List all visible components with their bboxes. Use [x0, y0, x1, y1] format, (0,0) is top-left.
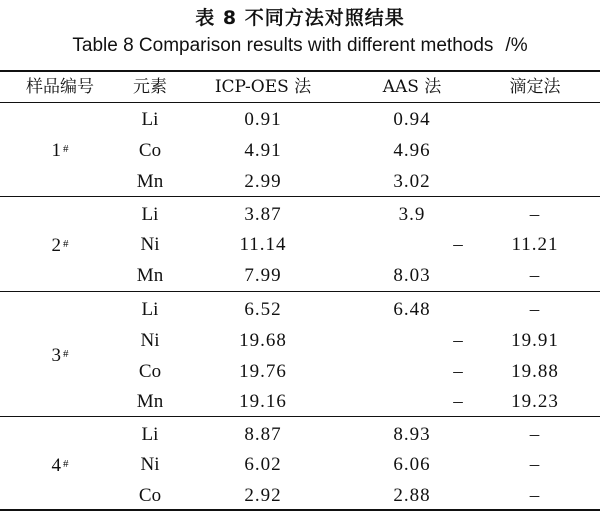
titration-value: – [529, 454, 541, 475]
element-cell: Co [138, 140, 162, 161]
aas-value: 4.96 [393, 140, 431, 161]
aas-value: 6.48 [393, 299, 431, 320]
top-rule [0, 70, 600, 72]
element-cell: Li [141, 204, 159, 225]
sample-mark: # [63, 143, 69, 155]
aas-value: 8.93 [393, 424, 431, 445]
element-cell: Ni [140, 330, 160, 351]
table-unit: /% [505, 35, 528, 56]
sample-number: 4 [51, 454, 61, 476]
header-cell: ICP-OES 法 [214, 77, 312, 97]
element-cell: Co [138, 361, 162, 382]
element-cell: Li [141, 109, 159, 130]
sample-label [52, 345, 69, 367]
icp-value: 8.87 [244, 424, 282, 445]
header-cell: 元素 [133, 77, 167, 97]
sample-mark: # [63, 457, 69, 470]
element-cell: Ni [140, 234, 160, 255]
group-rule-2 [0, 291, 600, 292]
titration-value: – [529, 299, 541, 320]
element-cell: Mn [136, 265, 164, 286]
icp-value: 11.14 [239, 234, 287, 255]
sample-number: 3 [51, 345, 61, 366]
aas-value: 8.03 [393, 265, 431, 286]
icp-value: 3.87 [244, 204, 282, 225]
aas-dash: – [453, 361, 463, 382]
titration-value: – [529, 485, 541, 506]
icp-value: 19.68 [239, 330, 287, 351]
aas-value: 0.94 [393, 109, 431, 130]
icp-value: 7.99 [244, 265, 282, 286]
icp-value: 2.99 [244, 171, 282, 192]
bottom-rule [0, 509, 600, 511]
titration-value: 19.88 [511, 361, 559, 382]
element-cell: Li [141, 299, 159, 320]
group-rule-1 [0, 196, 600, 197]
sample-number: 1 [51, 140, 61, 161]
element-cell: Mn [136, 171, 164, 192]
aas-dash: – [453, 391, 463, 412]
aas-value: 2.88 [393, 485, 431, 506]
icp-value: 19.76 [239, 361, 287, 382]
titration-value: 19.91 [511, 330, 559, 351]
aas-value: 6.06 [393, 454, 431, 475]
icp-value: 0.91 [244, 109, 282, 130]
header-cell: 滴定法 [509, 77, 561, 97]
aas-dash: – [453, 234, 463, 255]
icp-value: 2.92 [244, 485, 282, 506]
icp-value: 19.16 [239, 391, 287, 412]
titration-value: – [529, 204, 541, 225]
element-cell: Co [138, 485, 162, 506]
header-cell: AAS 法 [382, 77, 442, 97]
sample-number: 2 [51, 234, 61, 256]
titration-value: – [529, 424, 541, 445]
icp-value: 6.52 [244, 299, 282, 320]
element-cell: Ni [140, 454, 160, 475]
sample-label [52, 140, 69, 162]
icp-value: 4.91 [244, 140, 282, 161]
table-title-en-text: Table 8 Comparison results with different methods [72, 35, 494, 56]
element-cell: Mn [136, 391, 164, 412]
titration-value: 19.23 [511, 391, 559, 412]
group-rule-3 [0, 416, 600, 417]
sample-label [52, 235, 69, 257]
header-rule [0, 102, 600, 103]
titration-value: – [529, 265, 541, 286]
sample-mark: # [63, 348, 69, 360]
header-cell: 样品编号 [26, 77, 94, 97]
aas-value: 3.02 [393, 171, 431, 192]
sample-mark: # [63, 237, 69, 250]
icp-value: 6.02 [244, 454, 282, 475]
titration-value: 11.21 [511, 234, 559, 255]
table-title-cn: 表 8 不同方法对照结果 [195, 7, 405, 29]
aas-dash: – [453, 330, 463, 351]
aas-value: 3.9 [398, 204, 426, 225]
sample-label [52, 455, 69, 477]
table-title-en [0, 35, 600, 57]
element-cell: Li [141, 424, 159, 445]
